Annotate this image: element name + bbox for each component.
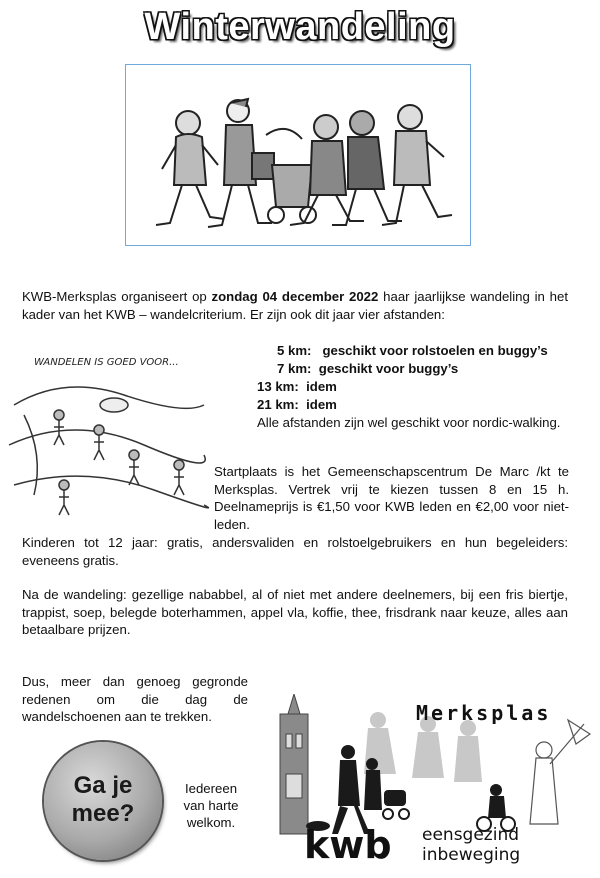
reasons-line: Dus, meer dan genoeg gegronde (22, 674, 248, 689)
cartoon-illustration (4, 335, 210, 525)
reasons-text (22, 673, 248, 726)
event-date: zondag 04 december 2022 (211, 289, 379, 304)
nordic-walking-note: Alle afstanden zijn wel geschikt voor nordic-walking. (257, 415, 561, 430)
distance-item: 21 km: idem (257, 397, 337, 412)
welcome-line: Iedereen (184, 781, 238, 796)
after-walk-info: Na de wandeling: gezellige nababbel, al of niet met andere deelnemers, bij een fris biertje, trappist, soep, belegde boterhammen, appel vla, koffie, thee, frisdrank naar keuze, alles aan betaalbare prijzen. (22, 587, 568, 637)
start-line: leden. (214, 516, 250, 532)
kwb-merksplas-logo (268, 694, 594, 868)
intro-prefix: KWB-Merksplas organiseert op (22, 289, 212, 304)
badge-line: Ga je (73, 772, 133, 799)
welcome-line: welkom. (186, 815, 236, 830)
start-info (214, 463, 569, 533)
walkers-illustration (125, 64, 471, 246)
start-line: Startplaats is het Gemeenschapscentrum De Marc /kt te (214, 464, 569, 479)
welcome-line: van harte (183, 798, 239, 813)
distance-item: 5 km: geschikt voor rolstoelen en buggy’s (277, 343, 548, 358)
badge-line: mee? (71, 800, 135, 827)
intro-suffix: haar jaarlijkse wandeling in het kader van het KWB – wandelcriterium. Er zijn ook dit jaar vier afstanden: (22, 289, 568, 322)
welcome-text (176, 780, 246, 831)
cartoon-heading: WANDELEN IS GOED VOOR... (34, 357, 179, 368)
start-line: Deelnameprijs is €1,50 voor KWB leden en €2,00 voor niet- (214, 499, 569, 514)
distance-item: 7 km: geschikt voor buggy’s (277, 361, 459, 376)
reasons-line: wandelschoenen aan te trekken. (22, 709, 212, 724)
reasons-line: redenen om die dag de (22, 691, 248, 707)
ga-je-mee-badge (44, 742, 162, 860)
page-title: Winterwandeling (144, 6, 456, 48)
distance-list (257, 342, 577, 432)
distance-item: 13 km: idem (257, 379, 337, 394)
logo-tagline-2: inbeweging (422, 845, 521, 865)
logo-brand: kwb (304, 823, 392, 867)
intro-paragraph (22, 288, 568, 323)
logo-tagline-1: eensgezind (422, 825, 520, 845)
start-line: Merksplas. Vertrek vrij te kiezen tussen 8 en 15 h. (214, 481, 569, 497)
kids-info: Kinderen tot 12 jaar: gratis, andersvaliden en rolstoelgebruikers en hun begeleiders: eveneens gratis. (22, 535, 568, 568)
logo-town: Merksplas (416, 701, 552, 725)
